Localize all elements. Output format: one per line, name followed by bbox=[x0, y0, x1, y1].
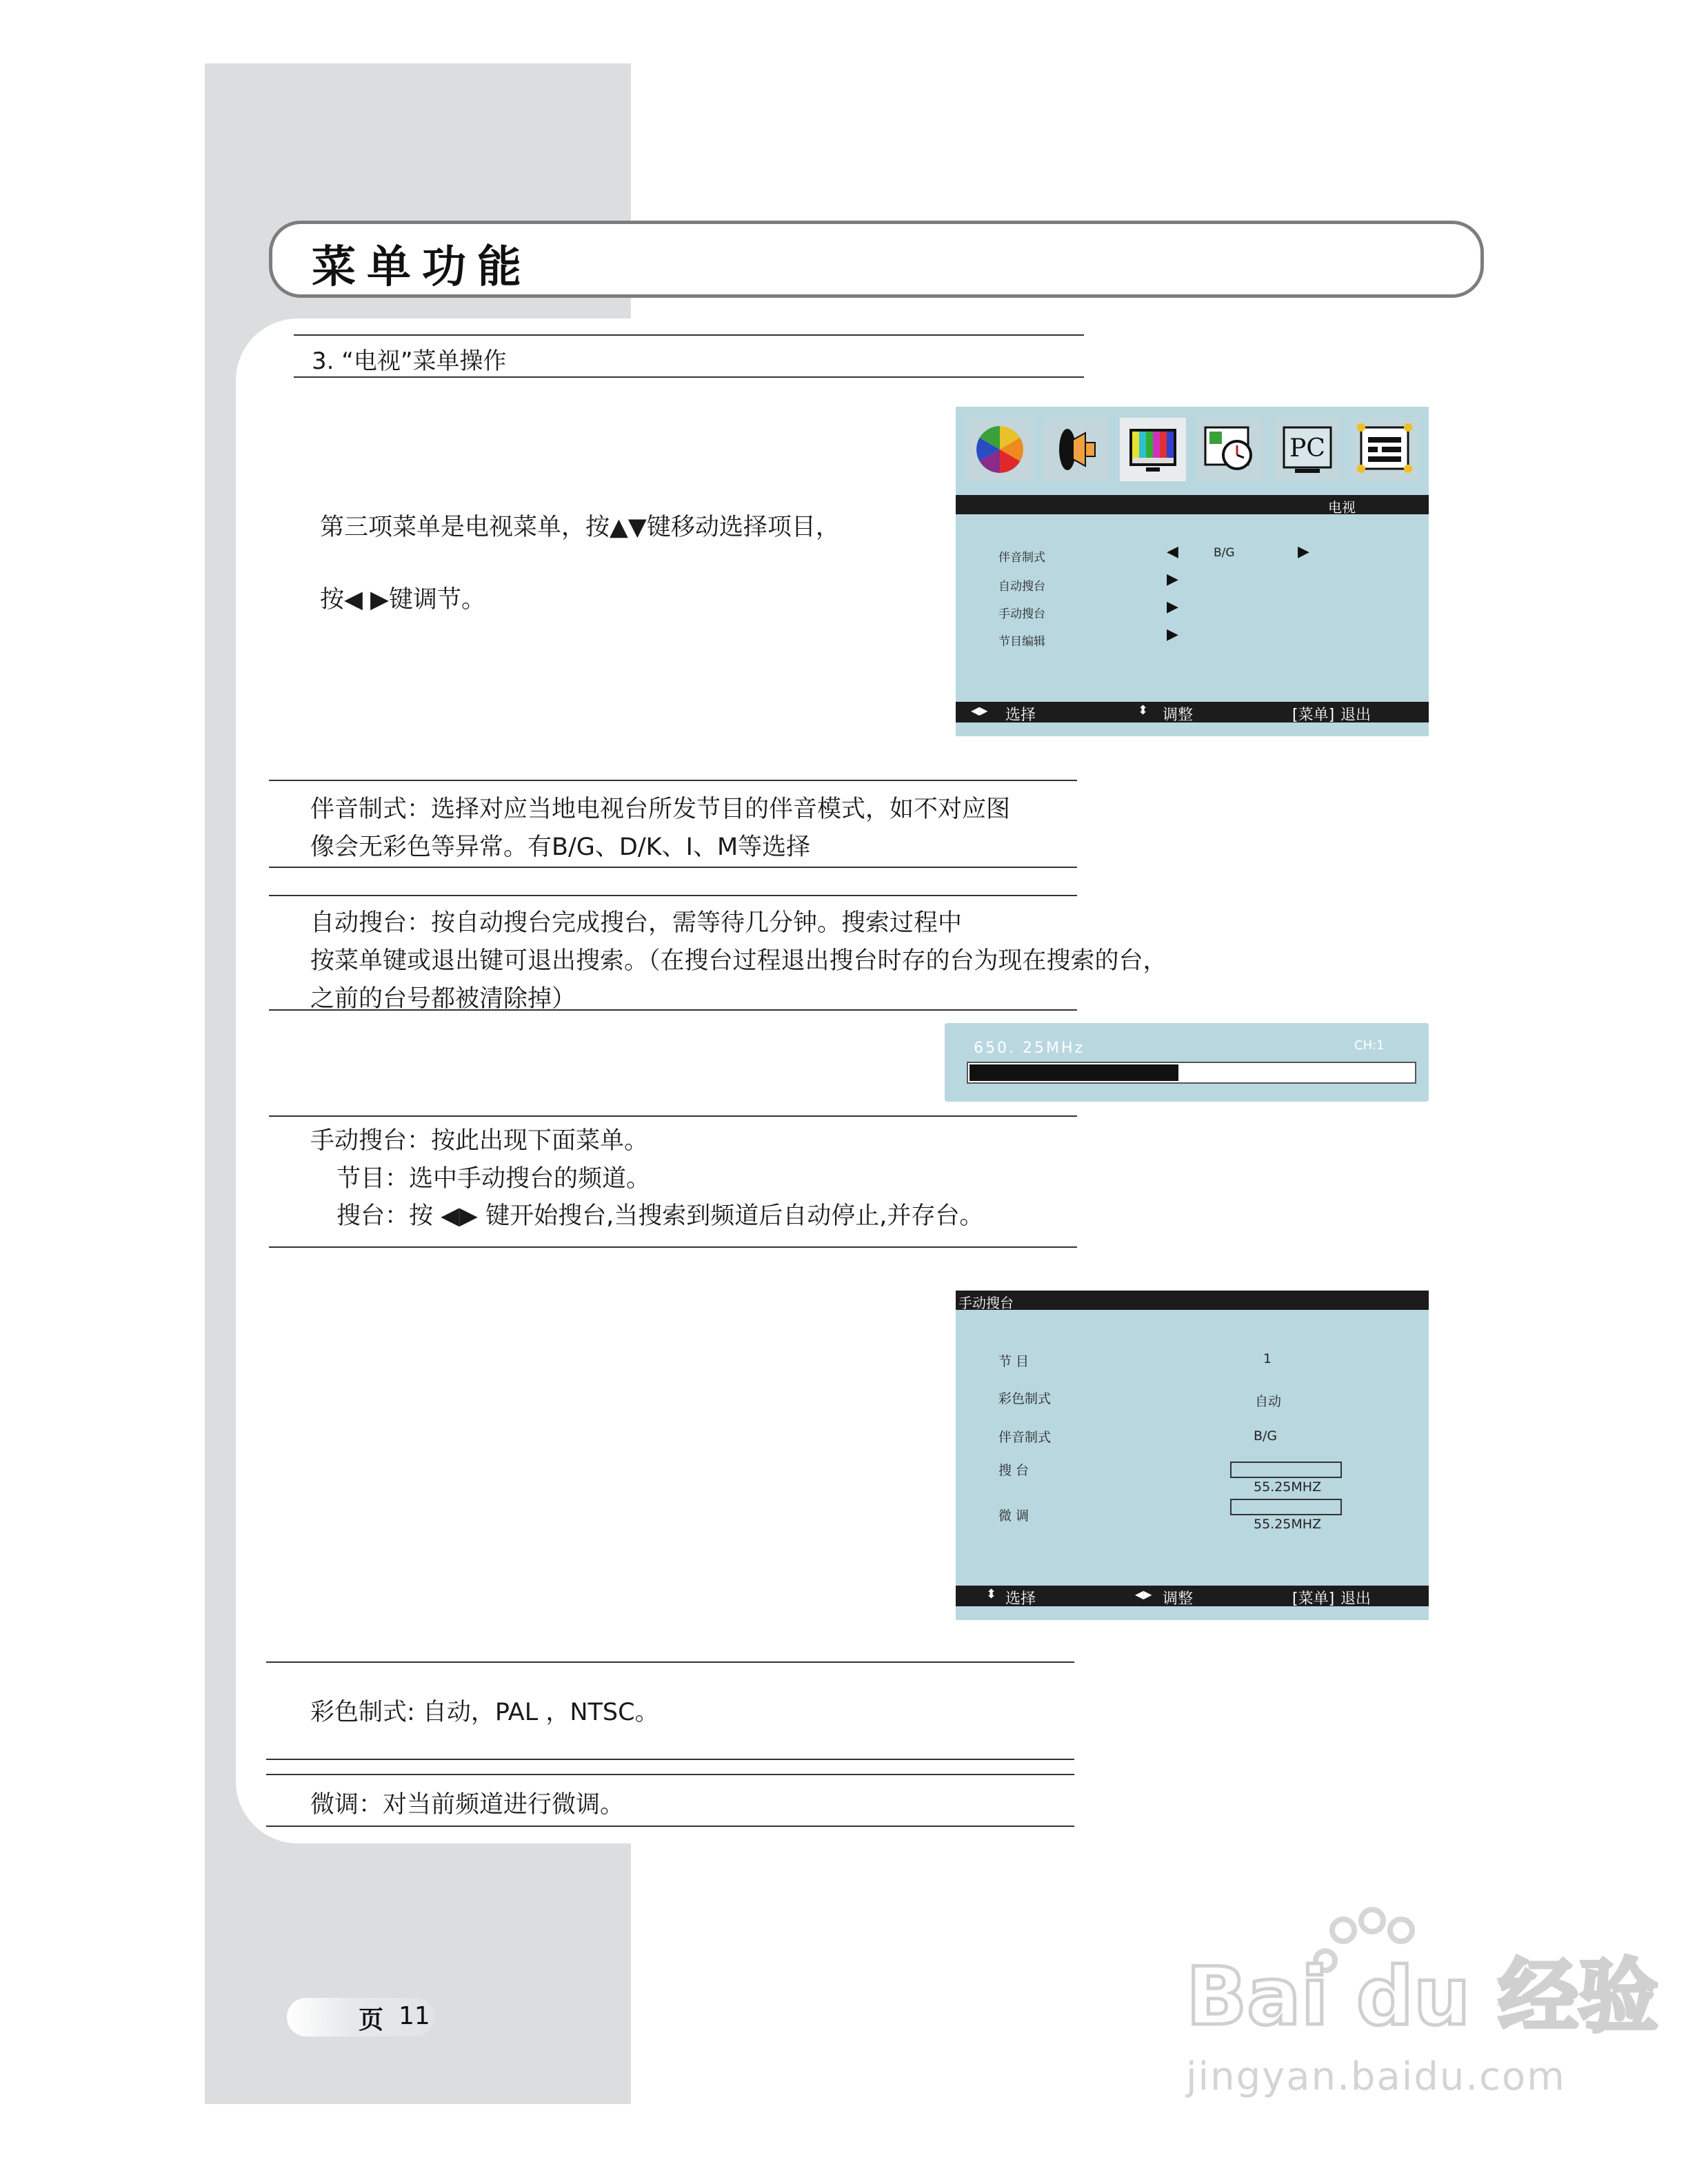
scan-progress-fill bbox=[969, 1064, 1178, 1081]
left-right-keys-icon: ◀▶ bbox=[971, 704, 988, 717]
osd-title-bar bbox=[956, 495, 1429, 514]
menu-item-manual-search[interactable]: 手动搜台 bbox=[998, 607, 1045, 621]
speaker-icon[interactable] bbox=[1043, 418, 1109, 481]
menu-item-program-edit[interactable]: 节目编辑 bbox=[998, 635, 1045, 649]
watermark-url: jingyan.baidu.com bbox=[1186, 2054, 1566, 2099]
auto-search-note-line-2: 按菜单键或退出键可退出搜索。（在搜台过程退出搜台时存的台为现在搜索的台， bbox=[310, 947, 1167, 975]
sound-system-note-line-1: 伴音制式：选择对应当地电视台所发节目的伴音模式，如不对应图 bbox=[310, 796, 1011, 823]
svg-text:PC: PC bbox=[1289, 434, 1325, 463]
footer-exit-label: 退出 bbox=[1340, 707, 1372, 724]
up-down-keys-icon: ⬍ bbox=[986, 1587, 997, 1601]
section-heading: 3. “电视”菜单操作 bbox=[312, 347, 507, 375]
divider bbox=[294, 334, 1084, 336]
divider bbox=[269, 780, 1077, 781]
up-down-keys-icon: ⬍ bbox=[1138, 703, 1149, 718]
divider bbox=[266, 1826, 1074, 1827]
auto-search-note-line-3: 之前的台号都被清除掉） bbox=[310, 985, 576, 1013]
sound-system-value: B/G bbox=[1254, 1428, 1278, 1444]
divider bbox=[269, 895, 1077, 896]
pc-icon[interactable] bbox=[1274, 418, 1340, 481]
osd-title-bar bbox=[956, 1291, 1429, 1310]
divider bbox=[269, 867, 1077, 868]
page-title: 菜单功能 bbox=[312, 241, 532, 293]
left-right-keys-icon: ◀▶ bbox=[1135, 1588, 1152, 1601]
divider bbox=[294, 376, 1084, 378]
scan-progress-track bbox=[967, 1062, 1416, 1084]
auto-search-note-line-1: 自动搜台：按自动搜台完成搜台，需等待几分钟。搜索过程中 bbox=[310, 909, 963, 937]
fine-tune-note: 微调：对当前频道进行微调。 bbox=[310, 1791, 625, 1819]
right-arrow-icon[interactable]: ▶ bbox=[1298, 543, 1309, 560]
baidu-watermark-logo bbox=[1172, 1903, 1658, 2057]
program-value: 1 bbox=[1263, 1351, 1272, 1366]
watermark-text: Bai du 经验 bbox=[1186, 1950, 1658, 2043]
divider bbox=[269, 1009, 1077, 1011]
menu-item-sound-system[interactable]: 伴音制式 bbox=[998, 551, 1045, 565]
menu-item-sound-system[interactable]: 伴音制式 bbox=[998, 1430, 1052, 1445]
menu-item-search[interactable]: 搜 台 bbox=[998, 1463, 1029, 1478]
divider bbox=[266, 1661, 1074, 1663]
footer-adjust-label: 调整 bbox=[1163, 707, 1194, 724]
page-number: 11 bbox=[399, 2002, 430, 2030]
osd-footer-bar bbox=[956, 702, 1429, 722]
page-label: 页 bbox=[359, 2005, 384, 2034]
osd-menu-title: 电视 bbox=[1328, 499, 1356, 516]
search-frequency-value: 55.25MHZ bbox=[1254, 1479, 1322, 1495]
right-arrow-icon[interactable]: ▶ bbox=[1167, 571, 1178, 588]
divider bbox=[269, 1246, 1077, 1248]
menu-item-fine-tune[interactable]: 微 调 bbox=[998, 1508, 1029, 1524]
intro-line-1: 第三项菜单是电视菜单，按▲▼键移动选择项目， bbox=[320, 514, 840, 541]
manual-search-note-line-1: 手动搜台：按此出现下面菜单。 bbox=[310, 1127, 649, 1155]
osd-menu-title: 手动搜台 bbox=[958, 1295, 1014, 1311]
tv-test-pattern-icon[interactable] bbox=[1120, 418, 1186, 481]
divider bbox=[266, 1759, 1074, 1760]
divider bbox=[266, 1774, 1074, 1775]
divider bbox=[269, 1115, 1077, 1117]
menu-item-auto-search[interactable]: 自动搜台 bbox=[998, 580, 1045, 594]
color-system-note: 彩色制式: 自动，PAL ，NTSC。 bbox=[310, 1699, 659, 1726]
footer-select-label: 选择 bbox=[1005, 1590, 1036, 1608]
setup-icon[interactable] bbox=[1352, 418, 1418, 481]
scan-progress-panel bbox=[945, 1023, 1429, 1102]
right-arrow-icon[interactable]: ▶ bbox=[1167, 598, 1178, 616]
manual-search-osd bbox=[956, 1291, 1429, 1620]
manual-search-note-line-3: 搜台：按 ◀▶ 键开始搜台,当搜索到频道后自动停止,并存台。 bbox=[336, 1202, 984, 1230]
baidu-paw-icon bbox=[1172, 1903, 1658, 2054]
tv-menu-osd bbox=[956, 407, 1429, 736]
fine-tune-frequency-value: 55.25MHZ bbox=[1254, 1517, 1322, 1532]
clock-icon[interactable] bbox=[1197, 418, 1263, 481]
sound-system-note-line-2: 像会无彩色等异常。有B/G、D/K、I、M等选择 bbox=[310, 833, 811, 861]
footer-select-label: 选择 bbox=[1005, 707, 1036, 724]
footer-exit-label: 退出 bbox=[1340, 1590, 1372, 1608]
left-arrow-icon[interactable]: ◀ bbox=[1167, 543, 1178, 560]
scan-frequency: 650. 25MHz bbox=[974, 1040, 1085, 1057]
fine-tune-box[interactable] bbox=[1230, 1499, 1342, 1515]
menu-item-program[interactable]: 节 目 bbox=[998, 1354, 1029, 1369]
color-system-value: 自动 bbox=[1255, 1394, 1282, 1409]
osd-footer-bar bbox=[956, 1586, 1429, 1606]
footer-menu-key: [菜单] bbox=[1292, 707, 1335, 724]
color-wheel-icon[interactable] bbox=[967, 418, 1033, 481]
footer-menu-key: [菜单] bbox=[1292, 1590, 1335, 1608]
manual-search-note-line-2: 节目：选中手动搜台的频道。 bbox=[336, 1165, 651, 1193]
menu-item-color-system[interactable]: 彩色制式 bbox=[998, 1391, 1052, 1406]
search-progress-box[interactable] bbox=[1230, 1462, 1342, 1478]
footer-adjust-label: 调整 bbox=[1163, 1590, 1194, 1608]
sound-system-value: B/G bbox=[1214, 546, 1235, 560]
right-arrow-icon[interactable]: ▶ bbox=[1167, 626, 1178, 643]
intro-line-2: 按◀ ▶键调节。 bbox=[320, 586, 485, 614]
scan-channel: CH:1 bbox=[1354, 1038, 1385, 1053]
